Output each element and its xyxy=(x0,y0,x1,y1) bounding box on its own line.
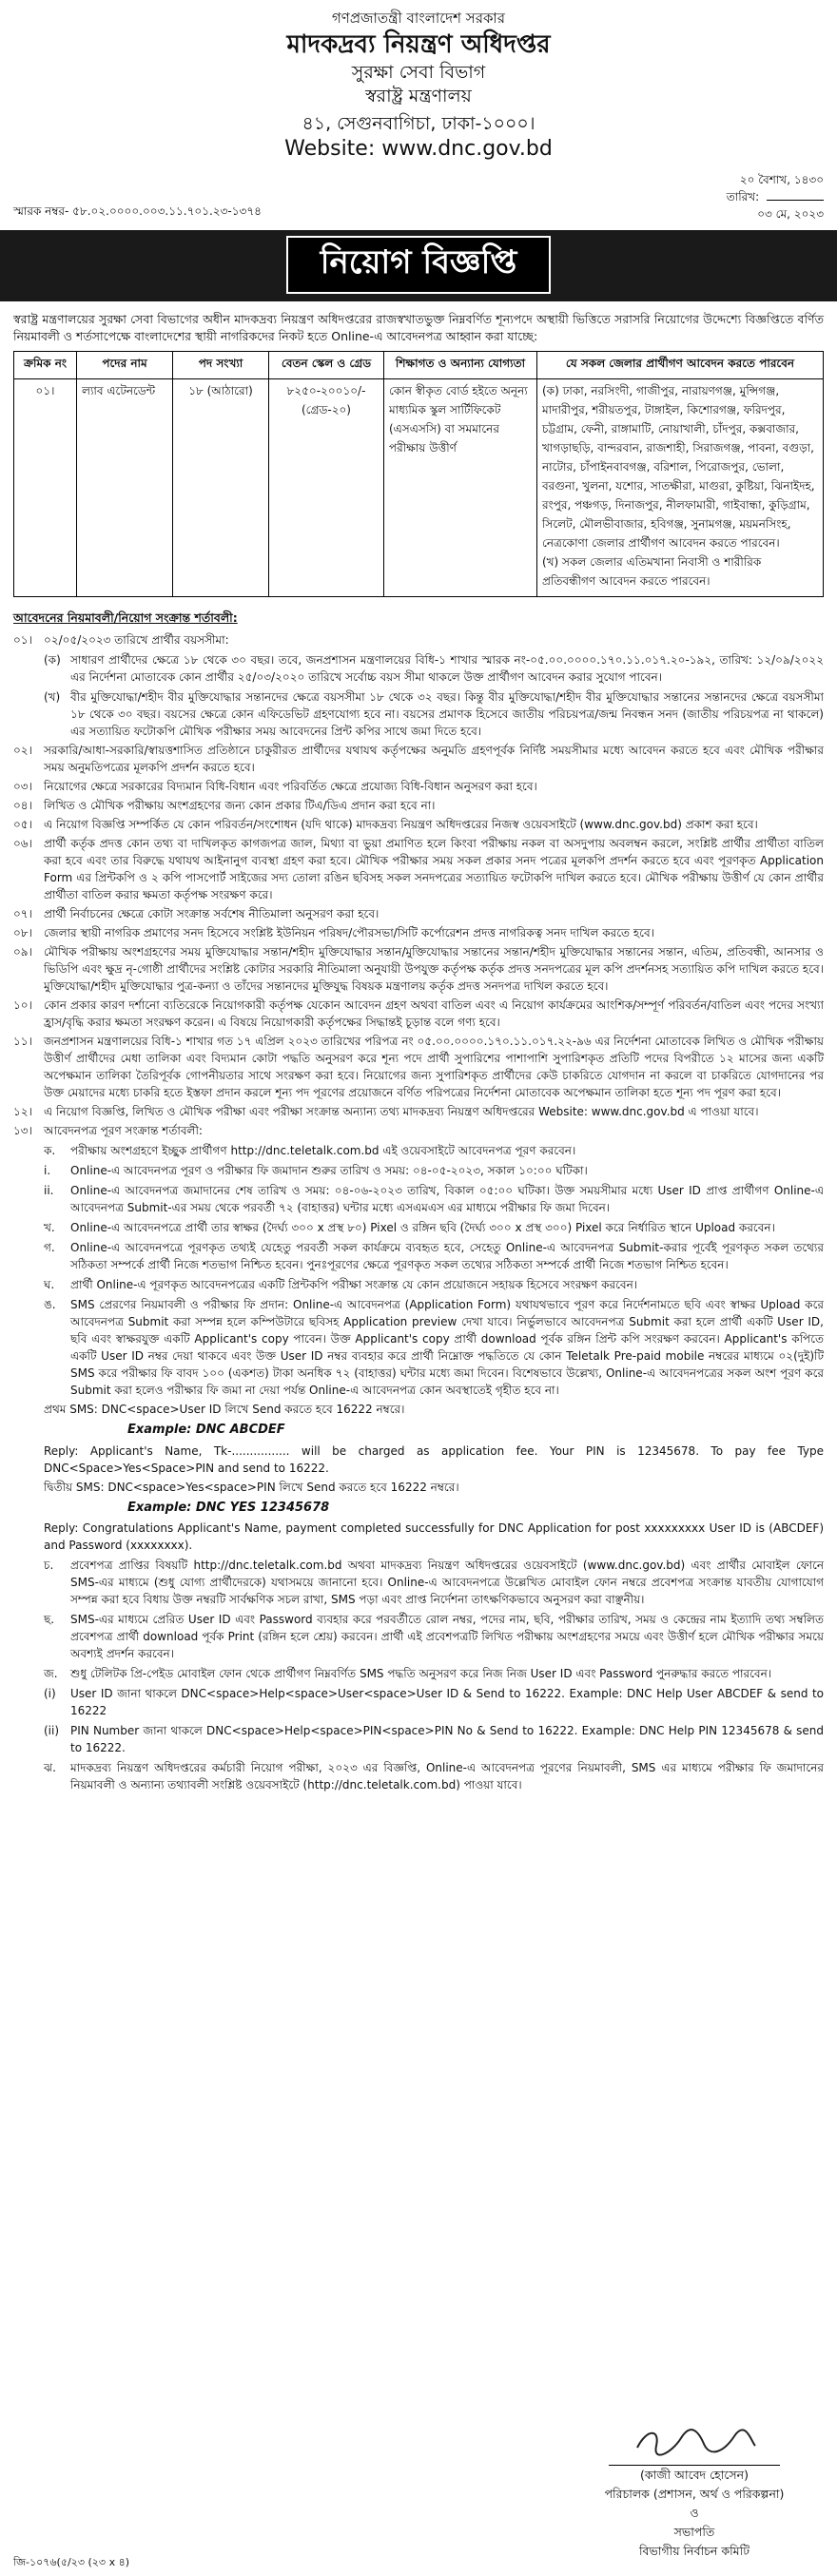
condition-item xyxy=(13,1033,824,1101)
posts-table xyxy=(13,351,824,597)
cell-districts xyxy=(537,379,824,597)
condition-text xyxy=(44,1161,824,1179)
districts-b: (খ) সকল জেলার এতিমখানা নিবাসী ও শারীরিক প্রতিবন্ধীগণ আবেদন করতে পারবেন। xyxy=(542,555,762,589)
condition-number: ০৫। xyxy=(13,818,32,832)
condition-item xyxy=(13,1181,824,1216)
condition-text: প্রার্থী নির্বাচনের ক্ষেত্রে কোটা সংক্রান্ত সর্বশেষ নীতিমালা অনুসরণ করা হবে। xyxy=(44,907,380,921)
condition-item xyxy=(13,1161,824,1179)
condition-item xyxy=(13,1122,824,1139)
sub-item xyxy=(44,1557,824,1608)
sub-label: (খ) xyxy=(44,690,61,705)
sub-label: i. xyxy=(44,1164,51,1178)
condition-number xyxy=(13,1479,44,1496)
condition-number: ১৩। xyxy=(13,1124,32,1138)
condition-item xyxy=(13,1443,824,1477)
notice-title: নিয়োগ বিজ্ঞপ্তি xyxy=(286,236,552,294)
condition-number xyxy=(13,1520,44,1554)
condition-text xyxy=(44,688,824,740)
condition-number xyxy=(13,1181,44,1216)
cell-scale: ৮২৫০-২০০১০/- (গ্রেড-২০) xyxy=(269,379,384,597)
signer-name: (কাজী আবেদ হোসেন) xyxy=(640,2468,749,2482)
sub-label: (i) xyxy=(44,1687,56,1701)
condition-number xyxy=(13,1664,44,1682)
condition-text: নিয়োগের ক্ষেত্রে সরকারের বিদ্যমান বিধি-বিধান এবং পরিবর্তিত ক্ষেত্রে প্রযোজ্য বিধি-বিধান অনুসরণ করা হবে। xyxy=(44,780,537,794)
condition-item xyxy=(13,688,824,740)
sub-text: Online-এ আবেদনপত্রে পূরণকৃত তথ্যই যেহেতু পরবর্তী সকল কার্যক্রমে ব্যবহৃত হবে, সেহেতু Online-এ আবেদনপত্র Submit-করার পূর্বেই পূরণকৃত সকল তথ্যের সঠিকতা সম্পর্কে প্রার্থী নিজে শতভাগ নিশ্চিত হবেন। পুনঃপূরণের ক্ষেত্রে পূরণকৃত সকল তথ্যের সঠিকতা সম্পর্কে প্রার্থী নিজে শতভাগ নিশ্চিত হবেন। xyxy=(70,1241,824,1272)
col-serial: ক্রমিক নং xyxy=(14,352,77,379)
condition-item xyxy=(13,1275,824,1293)
condition-text: ০২/০৫/২০২৩ তারিখে প্রার্থীর বয়সসীমা: xyxy=(44,633,229,648)
sub-label: ছ. xyxy=(44,1613,55,1627)
sub-label: গ. xyxy=(44,1241,55,1255)
cell-post: ল্যাব এটেনডেন্ট xyxy=(77,379,173,597)
website: Website: www.dnc.gov.bd xyxy=(284,136,553,161)
sub-label: খ. xyxy=(44,1221,55,1235)
col-count: পদ সংখ্যা xyxy=(173,352,269,379)
condition-text: সরকারি/আধা-সরকারি/স্বায়ত্তশাসিত প্রতিষ্ঠানে চাকুরীরত প্রার্থীদের যথাযথ কর্তৃপক্ষের অনুমতি গ্রহণপূর্বক নির্দিষ্ট সময়সীমার মধ্যে আবেদন করতে হবে এবং মৌখিক পরীক্ষার সময় অনুমতিপত্রের মূলকপি প্রদর্শন করতে হবে। xyxy=(44,744,824,775)
condition-text: Reply: Congratulations Applicant's Name, payment completed successfully for DNC Application for post xxxxxxxxx User ID is (ABCDEF) and Password (xxxxxxxx). xyxy=(44,1521,824,1553)
sub-text: User ID জানা থাকলে DNC<space>Help<space>User<space>User ID & Send to 16222. Example: DNC Help User ABCDEF & send to 16222 xyxy=(70,1687,824,1718)
condition-number xyxy=(13,1684,44,1719)
date-block xyxy=(662,171,824,223)
condition-text xyxy=(44,1295,824,1399)
condition-item xyxy=(13,1218,824,1236)
date-english: ০৩ মে, ২০২৩ xyxy=(757,206,824,221)
condition-item xyxy=(13,1238,824,1273)
sub-label: জ. xyxy=(44,1667,58,1681)
condition-number xyxy=(13,1556,44,1608)
sms-example: Example: DNC ABCDEF xyxy=(127,1423,285,1438)
condition-text: জনপ্রশাসন মন্ত্রণালয়ের বিধি-১ শাখার গত ১৭ এপ্রিল ২০২৩ তারিখের পরিপত্র নং ০৫.০০.০০০০.১৭০.১১.০১৭.২২-৯৬ এর নির্দেশনা মোতাবেক লিখিত ও মৌখিক পরীক্ষায় উত্তীর্ণ প্রার্থীদের মেধা তালিকা এবং বিদ্যমান কোটা পদ্ধতি অনুসরণ করে শূন্য পদে প্রার্থী সুপারিশের পাশাপাশি সুপারিশকৃত প্রতিটি পদের বিপরীতে ১২ মাসের জন্য একটি অপেক্ষমান তালিকা তৈরিপূর্বক গোপনীয়তার সাথে সংরক্ষণ করা হবে। নিয়োগের জন্য সুপারিশকৃত প্রার্থীদের কেউ চাকরিতে যোগদান না করলে বা চাকরিতে যোগদানের পর উক্ত মেয়াদের মধ্যে চাকরি হতে ইস্তফা প্রদান করলে শূন্য পদ পূরণের প্রয়োজনে বর্ণিত পরিপত্রের নির্দেশনা মোতাবেক অপেক্ষমান তালিকা হতে শূন্য পদ পূরণ করা হবে। xyxy=(44,1035,824,1100)
condition-number: ০৪। xyxy=(13,799,32,813)
cell-qualification: কোন স্বীকৃত বোর্ড হইতে অনূন্য মাধ্যমিক স্কুল সার্টিফিকেট (এসএসসি) বা সমমানের পরীক্ষায় উত্তীর্ণ xyxy=(384,379,537,597)
sub-label: চ. xyxy=(44,1559,54,1573)
condition-number xyxy=(13,1161,44,1179)
table-header-row xyxy=(14,352,824,379)
condition-item xyxy=(13,1664,824,1682)
condition-text: দ্বিতীয় SMS: DNC<space>Yes<space>PIN লিখে Send করতে হবে 16222 নম্বরে। xyxy=(44,1480,459,1494)
sub-text: পরীক্ষায় অংশগ্রহণে ইচ্ছুক প্রার্থীগণ http://dnc.teletalk.com.bd এই ওয়েবসাইটে আবেদনপত্র পূরণ করবেন। xyxy=(70,1144,576,1158)
sub-text: Online-এ আবেদনপত্রে প্রার্থী তার স্বাক্ষর (দৈর্ঘ্য ৩০০ x প্রস্থ ৮০) Pixel ও রঙ্গিন ছবি (দৈর্ঘ্য ৩০০ x প্রস্থ ৩০০) Pixel করে নির্ধারিত স্থানে Upload করবেন। xyxy=(70,1221,775,1235)
title-banner xyxy=(0,230,837,301)
condition-item xyxy=(13,816,824,833)
sub-item xyxy=(44,1276,824,1293)
intro-paragraph: স্বরাষ্ট্র মন্ত্রণালয়ের সুরক্ষা সেবা বিভাগের অধীন মাদকদ্রব্য নিয়ন্ত্রণ অধিদপ্তরের রাজস্বখাতভুক্ত নিম্নবর্ণিত শূন্যপদে অস্থায়ী ভিত্তিতে সরাসরি নিয়োগের উদ্দেশ্যে বিজ্ঞপ্তিতে বর্ণিত নিয়মাবলী ও শর্তসাপেক্ষে বাংলাদেশের স্থায়ী নাগরিকদের নিকট হতে Online-এ আবেদনপত্র আহ্বান করা যাচ্ছে: xyxy=(13,311,824,344)
condition-text: প্রার্থী কর্তৃক প্রদত্ত কোন তথ্য বা দাখিলকৃত কাগজপত্র জাল, মিথ্যা বা ভুয়া প্রমাণিত হলে কিংবা পরীক্ষায় নকল বা অসদুপায় অবলম্বন করলে, সংশ্লিষ্ট প্রার্থীর প্রার্থীতা বাতিল করা হবে এবং তার বিরুদ্ধে যথাযথ আইনানুগ ব্যবস্থা গ্রহণ করা হবে। মৌখিক পরীক্ষার সময় সকল প্রকার সনদ পত্রের মূলকপি প্রদর্শন করতে হবে এবং পূরণকৃত Application Form এর প্রিন্টকপি ও ২ কপি পাসপোর্ট সাইজের সদ্য তোলা রঙিন ছবিসহ সকল সনদপত্রের সত্যায়িত ফটোকপি দাখিল করতে হবে। মৌখিক পরীক্ষায় উত্তীর্ণ যে কোন প্রার্থীর প্রার্থীতা বাতিল করার ক্ষমতা কর্তৃপক্ষ সংরক্ষণ করে। xyxy=(44,837,824,902)
date-label: তারিখ: xyxy=(726,189,760,203)
sub-item xyxy=(44,1182,824,1216)
table-row xyxy=(14,379,824,597)
condition-item xyxy=(13,943,824,995)
condition-item xyxy=(13,1684,824,1719)
condition-text xyxy=(44,1610,824,1662)
col-qualification: শিক্ষাগত ও অন্যান্য যোগ্যতা xyxy=(384,352,537,379)
sub-item xyxy=(44,688,824,740)
condition-item xyxy=(13,924,824,941)
date-bangla: ২০ বৈশাখ, ১৪৩০ xyxy=(739,172,824,186)
condition-text: কোন প্রকার কারণ দর্শানো ব্যতিরেকে নিয়োগকারী কর্তৃপক্ষ যেকোন আবেদন গ্রহণ অথবা বাতিল এবং এ নিয়োগ কার্যক্রমের আংশিক/সম্পূর্ণ পরিবর্তন/বাতিল এবং পদের সংখ্যা হ্রাস/বৃদ্ধি করার ক্ষমতা সংরক্ষণ করেন। এ বিষয়ে নিয়োগকারী কর্তৃপক্ষের সিদ্ধান্তই চূড়ান্ত বলে গণ্য হবে। xyxy=(44,998,824,1030)
sub-item xyxy=(44,651,824,686)
condition-item xyxy=(13,1141,824,1159)
condition-number xyxy=(13,1443,44,1477)
sub-item xyxy=(44,1665,824,1682)
sub-item xyxy=(44,1611,824,1662)
sub-text: SMS-এর মাধ্যমে প্রেরিত User ID এবং Password ব্যবহার করে পরবর্তীতে রোল নম্বর, পদের নাম, ছবি, পরীক্ষার তারিখ, সময় ও কেন্দ্রের নাম ইত্যাদি তথ্য সম্বলিত প্রবেশপত্র প্রার্থী download পূর্বক Print (রঙ্গিন হলে শ্রেয়) করবেন। প্রার্থী এই প্রবেশপত্রটি লিখিত পরীক্ষায় অংশগ্রহণের সময়ে এবং উত্তীর্ণ হলে মৌখিক পরীক্ষার সময়ে অবশ্যই প্রদর্শন করবেন। xyxy=(70,1613,824,1661)
sub-label: ঙ. xyxy=(44,1298,56,1312)
condition-item xyxy=(13,1401,824,1418)
condition-number: ০২। xyxy=(13,744,32,758)
sub-label: ঝ. xyxy=(44,1761,56,1775)
address: ৪১, সেগুনবাগিচা, ঢাকা-১০০০। xyxy=(302,112,535,134)
condition-text: Reply: Applicant's Name, Tk-................ will be charged as application fee. Your PIN is 12345678. To pay fee Type DNC<Space>Yes<Space>PIN and send to 16222. xyxy=(44,1443,824,1475)
condition-text xyxy=(44,1275,824,1293)
condition-text xyxy=(44,1758,824,1793)
signature-block xyxy=(580,2425,808,2561)
condition-item xyxy=(13,742,824,776)
condition-number xyxy=(13,650,44,686)
sms-example: Example: DNC YES 12345678 xyxy=(127,1500,330,1515)
sub-label: ক. xyxy=(44,1144,56,1158)
condition-number xyxy=(13,1758,44,1793)
condition-item xyxy=(13,1556,824,1608)
condition-text: এ নিয়োগ বিজ্ঞপ্তি সম্পর্কিত যে কোন পরিবর্তন/সংশোধন (যদি থাকে) মাদকদ্রব্য নিয়ন্ত্রণ অধিদপ্তরের নিজস্ব ওয়েবসাইটে (www.dnc.gov.bd) প্রকাশ করা হবে। xyxy=(44,818,758,832)
sub-text: শুধু টেলিটক প্রি-পেইড মোবাইল ফোন থেকে প্রার্থীগণ নিম্নবর্ণিত SMS পদ্ধতি অনুসরণ করে নিজ নিজ User ID এবং Password পুনরুদ্ধার করতে পারবেন। xyxy=(70,1667,772,1681)
condition-item xyxy=(13,1721,824,1756)
conditions-title: আবেদনের নিয়মাবলী/নিয়োগ সংক্রান্ত শর্তাবলী: xyxy=(13,610,238,626)
sub-item xyxy=(44,1142,824,1159)
condition-number: ১২। xyxy=(13,1105,32,1119)
condition-number: ০৭। xyxy=(13,907,32,921)
government-name: গণপ্রজাতন্ত্রী বাংলাদেশ সরকার xyxy=(331,10,506,27)
sub-text: Online-এ আবেদনপত্র পূরণ ও পরীক্ষার ফি জমাদান শুরুর তারিখ ও সময়: ০৪-০৫-২০২৩, সকাল ১০:০০ ঘটিকা। xyxy=(70,1164,588,1178)
condition-number: ০৯। xyxy=(13,945,32,959)
condition-number xyxy=(13,1610,44,1662)
condition-number xyxy=(13,1401,44,1418)
sub-item xyxy=(44,1162,824,1179)
condition-text: লিখিত ও মৌখিক পরীক্ষায় অংশগ্রহণের জন্য কোন প্রকার টিএ/ডিএ প্রদান করা হবে না। xyxy=(44,799,436,813)
memo-number: স্মারক নম্বর- ৫৮.০২.০০০০.০০৩.১১.৭০১.২৩-১৩৭৪ xyxy=(13,203,262,218)
condition-item xyxy=(13,1610,824,1662)
sub-item xyxy=(44,1296,824,1399)
sub-text: প্রার্থী Online-এ পূরণকৃত আবেদনপত্রের একটি প্রিন্টকপি পরীক্ষা সংক্রান্ত যে কোন প্রয়োজনে সহায়ক হিসেবে সংরক্ষণ করবেন। xyxy=(70,1278,638,1292)
sub-text: বীর মুক্তিযোদ্ধা/শহীদ বীর মুক্তিযোদ্ধার সন্তানদের ক্ষেত্রে বয়সসীমা ১৮ থেকে ৩২ বছর। কিন্তু বীর মুক্তিযোদ্ধা/শহীদ বীর মুক্তিযোদ্ধার সন্তানের সন্তানদের ক্ষেত্রে বয়সসীমা ১৮ থেকে ৩০ বছর। বয়সের ক্ষেত্রে কোন এফিডেভিট গ্রহণযোগ্য হবে না। বয়সের প্রমাণক হিসেবে জাতীয় পরিচয়পত্র/জন্ম নিবন্ধন সনদ (জাতীয় পরিচয়পত্র না থাকলে) এর সত্যায়িত ফটোকপি মৌখিক পরীক্ষার সময় আবেদনের প্রিন্ট কপির সাথে জমা দিতে হবে। xyxy=(70,690,824,739)
condition-item xyxy=(13,650,824,686)
condition-item xyxy=(13,797,824,814)
footer-code: জি-১০৭৬(৫/২৩ (২৩ x ৪) xyxy=(13,2556,130,2568)
condition-item xyxy=(13,1479,824,1496)
cell-count: ১৮ (আঠারো) xyxy=(173,379,269,597)
conditions-list xyxy=(13,631,824,1793)
condition-item xyxy=(13,905,824,922)
col-scale: বেতন স্কেল ও গ্রেড xyxy=(269,352,384,379)
districts-a: (ক) ঢাকা, নরসিংদী, গাজীপুর, নারায়ণগঞ্জ, মুন্সিগঞ্জ, মাদারীপুর, শরীয়তপুর, টাঙ্গাইল, কিশোরগঞ্জ, ফরিদপুর, চট্টগ্রাম, ফেনী, রাঙ্গামাটি, নোয়াখালী, চাঁদপুর, কক্সবাজার, খাগড়াছড়ি, বান্দরবান, রাজশাহী, সিরাজগঞ্জ, পাবনা, বগুড়া, নাটোর, চাঁপাইনবাবগঞ্জ, বরিশাল, পিরোজপুর, ভোলা, বরগুনা, খুলনা, যশোর, সাতক্ষীরা, মাগুরা, কুষ্টিয়া, ঝিনাইদহ, রংপুর, পঞ্চগড়, দিনাজপুর, নীলফামারী, গাইবান্ধা, কুড়িগ্রাম, সিলেট, মৌলভীবাজার, হবিগঞ্জ, সুনামগঞ্জ, ময়মনসিংহ, নেত্রকোণা জেলার প্রার্থীগণ আবেদন করতে পারবেন। xyxy=(542,384,815,551)
sub-text: প্রবেশপত্র প্রাপ্তির বিষয়টি http://dnc.teletalk.com.bd অথবা মাদকদ্রব্য নিয়ন্ত্রণ অধিদপ্তরের ওয়েবসাইটে (www.dnc.gov.bd) এবং প্রার্থীর মোবাইল ফোনে SMS-এর মাধ্যমে (শুধু যোগ্য প্রার্থীদেরকে) যথাসময়ে জানানো হবে। Online-এ আবেদনপত্রে উল্লেখিত মোবাইল ফোন নম্বরে প্রবেশপত্র সংক্রান্ত যাবতীয় যোগাযোগ সম্পন্ন করা হবে বিধায় উক্ত নম্বরটি সার্বক্ষণিক সচল রাখা, SMS পড়া এবং প্রাপ্ত নির্দেশনা তাৎক্ষণিকভাবে অনুসরণ করা বাঞ্ছনীয়। xyxy=(70,1559,824,1607)
condition-number: ০৮। xyxy=(13,926,32,940)
sub-text: মাদকদ্রব্য নিয়ন্ত্রণ অধিদপ্তরের কর্মচারী নিয়োগ পরীক্ষা, ২০২৩ এর বিজ্ঞপ্তি, Online-এ আবেদনপত্র পূরণের নিয়মাবলী, SMS এর মাধ্যমে পরীক্ষার ফি জমাদানের নিয়মাবলী ও অন্যান্য তথ্যাবলী সংশ্লিষ্ট ওয়েবসাইটে (http://dnc.teletalk.com.bd) পাওয়া যাবে। xyxy=(70,1761,824,1792)
col-post: পদের নাম xyxy=(77,352,173,379)
signer-title-1: পরিচালক (প্রশাসন, অর্থ ও পরিকল্পনা) xyxy=(604,2487,785,2501)
condition-item xyxy=(13,835,824,903)
condition-number: ০১। xyxy=(13,633,32,648)
condition-number xyxy=(13,688,44,740)
sub-item xyxy=(44,1219,824,1236)
condition-number xyxy=(13,1141,44,1159)
col-districts: যে সকল জেলার প্রার্থীগণ আবেদন করতে পারবেন xyxy=(537,352,824,379)
header xyxy=(13,10,824,162)
sub-item xyxy=(44,1759,824,1793)
condition-item xyxy=(13,778,824,795)
signer-title-2: ও xyxy=(690,2506,699,2520)
condition-item xyxy=(13,1758,824,1793)
sub-item xyxy=(44,1722,824,1756)
signer-title-3: সভাপতি xyxy=(673,2525,715,2539)
condition-text: এ নিয়োগ বিজ্ঞপ্তি, লিখিত ও মৌখিক পরীক্ষা এবং পরীক্ষা সংক্রান্ত অন্যান্য তথ্য মাদকদ্রব্য নিয়ন্ত্রণ অধিদপ্তরের Website: www.dnc.gov.bd এ পাওয়া যাবে। xyxy=(44,1105,759,1119)
sub-label: (ক) xyxy=(44,653,61,668)
department-name: মাদকদ্রব্য নিয়ন্ত্রণ অধিদপ্তর xyxy=(286,30,551,59)
condition-number xyxy=(13,1218,44,1236)
condition-text xyxy=(44,650,824,686)
division-name: সুরক্ষা সেবা বিভাগ xyxy=(351,62,486,84)
sub-label: ঘ. xyxy=(44,1278,55,1292)
signature-mark xyxy=(628,2425,761,2459)
sub-label: ii. xyxy=(44,1184,54,1198)
condition-number: ০৬। xyxy=(13,837,32,851)
condition-text xyxy=(44,1684,824,1719)
condition-text: জেলার স্থায়ী নাগরিক প্রমাণের সনদ হিসেবে সংশ্লিষ্ট ইউনিয়ন পরিষদ/পৌরসভা/সিটি কর্পোরেশন প্রদত্ত নাগরিকত্ব সনদ দাখিল করতে হবে। xyxy=(44,926,654,940)
condition-text xyxy=(44,1238,824,1273)
condition-text: আবেদনপত্র পূরণ সংক্রান্ত শর্তাবলী: xyxy=(44,1124,203,1138)
reference-row xyxy=(13,171,824,223)
sub-item xyxy=(44,1685,824,1719)
sub-text: SMS প্রেরণের নিয়মাবলী ও পরীক্ষার ফি প্রদান: Online-এ আবেদনপত্র (Application Form) যথাযথভাবে পূরণ করে নির্দেশনামতে ছবি এবং স্বাক্ষর Upload করে আবেদনপত্র Submit করা সম্পন্ন হলে কম্পিউটারে ছবিসহ Application preview দেখা যাবে। নির্ভুলভাবে আবেদনপত্র Submit করা হলে প্রার্থী একটি User ID, ছবি এবং স্বাক্ষরযুক্ত একটি Applicant's copy পাবেন। উক্ত Applicant's copy প্রার্থী download পূর্বক রঙ্গিন প্রিন্ট কপি সংরক্ষণ করবেন। Applicant's কপিতে একটি User ID নম্বর দেয়া থাকবে এবং উক্ত User ID নম্বর ব্যবহার করে প্রার্থী নিম্নোক্ত পদ্ধতিতে যে কোন Teletalk Pre-paid mobile নম্বরের মাধ্যমে ০২(দুই)টি SMS করে পরীক্ষার ফি বাবদ ১০০ (একশত) টাকা অনধিক ৭২ (বাহাত্তর) ঘন্টার মধ্যে জমা দিবেন। বিশেষভাবে উল্লেখ্য, Online-এ আবেদনপত্রের সকল অংশ পূরণ করে Submit করা হলেও পরীক্ষার ফি জমা না দেয়া পর্যন্ত Online-এ আবেদনপত্র কোন অবস্থাতেই গৃহীত হবে না। xyxy=(70,1298,824,1398)
sub-text: সাধারণ প্রার্থীদের ক্ষেত্রে ১৮ থেকে ৩০ বছর। তবে, জনপ্রশাসন মন্ত্রণালয়ের বিধি-১ শাখার স্মারক নং-০৫.০০.০০০০.১৭০.১১.০১৭.২০-১৯২, তারিখ: ১২/০৯/২০২২ এর নির্দেশনা মোতাবেক কোন প্রার্থীর ২৫/০৩/২০২০ তারিখে সর্বোচ্চ বয়স সীমা থাকলে উক্ত প্রার্থীগণ আবেদন করার সুযোগ পাবেন। xyxy=(70,653,824,685)
condition-text: প্রথম SMS: DNC<space>User ID লিখে Send করতে হবে 16222 নম্বরে। xyxy=(44,1403,405,1417)
condition-text xyxy=(44,1556,824,1608)
signer-title-4: বিভাগীয় নির্বাচন কমিটি xyxy=(638,2544,750,2558)
condition-text xyxy=(44,1664,824,1682)
condition-item xyxy=(13,1520,824,1554)
condition-item xyxy=(13,631,824,649)
sub-text: PIN Number জানা থাকলে DNC<space>Help<space>PIN<space>PIN No & Send to 16222. Example: DNC Help PIN 12345678 & send to 16222. xyxy=(70,1724,824,1755)
date-divider xyxy=(767,200,824,201)
condition-number xyxy=(13,1238,44,1273)
sub-item xyxy=(44,1239,824,1273)
ministry-name: স্বরাষ্ট্র মন্ত্রণালয় xyxy=(365,85,472,107)
condition-number: ০৩। xyxy=(13,780,32,794)
sub-label: (ii) xyxy=(44,1724,60,1738)
condition-number xyxy=(13,1275,44,1293)
condition-item xyxy=(13,1103,824,1120)
condition-number xyxy=(13,1721,44,1756)
condition-item xyxy=(13,997,824,1031)
sub-text: Online-এ আবেদনপত্র জমাদানের শেষ তারিখ ও সময়: ০৪-০৬-২০২৩ তারিখ, বিকাল ০৫:০০ ঘটিকা। উক্ত সময়সীমার মধ্যে User ID প্রাপ্ত প্রার্থীগণ Online-এ আবেদনপত্র Submit-এর সময় থেকে পরবর্তী ৭২ (বাহাত্তর) ঘন্টার মধ্যে এসএমএস এর মাধ্যমে পরীক্ষার ফি জমা দিবেন। xyxy=(70,1184,824,1215)
condition-text xyxy=(44,1218,824,1236)
condition-text xyxy=(44,1181,824,1216)
condition-text xyxy=(44,1721,824,1756)
condition-number xyxy=(13,1295,44,1399)
cell-serial: ০১। xyxy=(14,379,77,597)
condition-text: মৌখিক পরীক্ষায় অংশগ্রহণের সময় মুক্তিযোদ্ধার সন্তান/শহীদ মুক্তিযোদ্ধার সন্তান/মুক্তিযোদ্ধার সন্তানের সন্তান/শহীদ মুক্তিযোদ্ধার সন্তানের সন্তান, এতিম, প্রতিবন্ধী, আনসার ও ভিডিপি এবং ক্ষুদ্র নৃ-গোষ্ঠী প্রার্থীদের সংশ্লিষ্ট কোটার সরকারি নীতিমালা অনুযায়ী উপযুক্ত কর্তৃপক্ষ কর্তৃক প্রদত্ত সনদপত্রের মূল কপি প্রদর্শনসহ সত্যায়িত কপি দাখিল করতে হবে। মুক্তিযোদ্ধা/শহীদ মুক্তিযোদ্ধার পুত্র-কন্যা ও তাঁদের সন্তানদের মুক্তিযুদ্ধ বিষয়ক মন্ত্রণালয় কর্তৃক প্রদত্ত সনদপত্র দাখিল করতে হবে। xyxy=(44,945,824,994)
condition-item xyxy=(13,1295,824,1399)
condition-number: ১০। xyxy=(13,998,32,1013)
condition-text xyxy=(44,1141,824,1159)
condition-number: ১১। xyxy=(13,1035,32,1049)
